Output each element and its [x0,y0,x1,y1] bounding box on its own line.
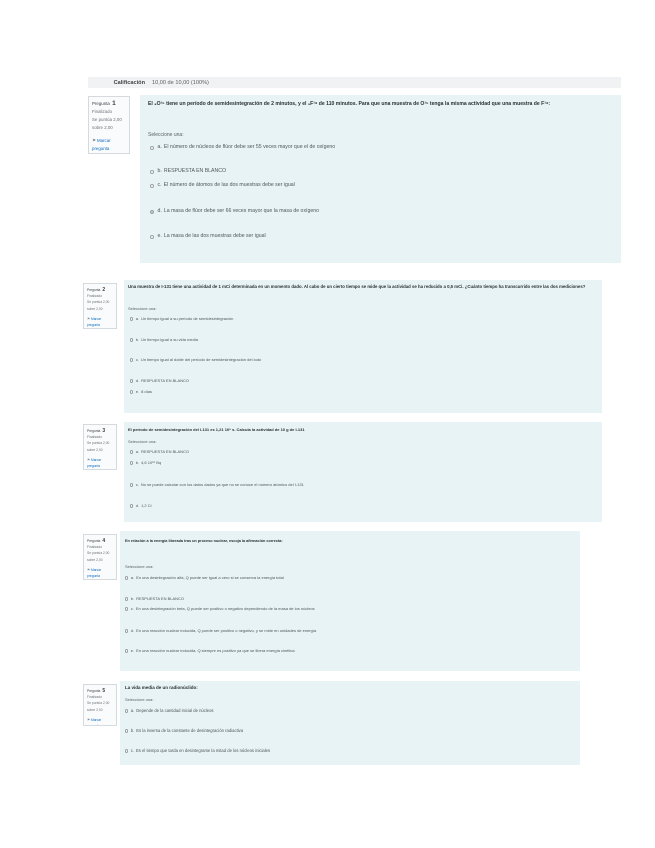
option-letter: e. [157,233,162,240]
question-grade: Se puntúa 2,00 sobre 2,00 [87,441,110,452]
radio-button[interactable] [150,210,154,214]
option-text: 8 días [141,389,152,395]
flag-question-link[interactable] [92,137,126,153]
radio-button[interactable] [125,729,128,732]
question-label: Pregunta [87,689,101,693]
option-letter: d. [135,503,140,509]
answer-prompt: Seleccione una: [148,131,184,138]
radio-button[interactable] [130,390,133,393]
question-text: Una muestra de I-131 tiene una actividad de 1 mCi determinada en un momento dado. Al cabo de un cierto tiempo se mide que la actividad se ha reducido a 0,5 mCi. ¿Cuánto tiempo ha transcurrido entre las dos mediciones? [128,283,586,289]
flag-question-label: Marcar pregunta [87,717,102,726]
radio-button[interactable] [125,709,128,712]
question-state: Finalizado [87,545,103,550]
question-label: Pregunta [87,429,101,433]
flag-question-link[interactable] [87,457,113,469]
option-text: 4,6 10¹⁶ Bq [141,460,162,466]
question-grade: Se puntúa 2,00 sobre 2,00 [92,117,122,130]
option-letter: a. [130,575,135,581]
question-state: Finalizado [87,695,103,700]
answer-option[interactable] [150,233,266,240]
option-text: En una desintegración beta, Q puede ser positivo o negativo dependiendo de la masa de los núcleos [135,606,315,612]
answer-prompt: Seleccione una: [128,439,157,445]
option-text: Es la inversa de la constante de desintegración radiactiva [136,728,244,734]
option-text: Un tiempo igual a su vida media [141,337,198,343]
question-grade: Se puntúa 2,00 sobre 2,00 [87,551,110,562]
question-label: Pregunta [87,288,101,292]
answer-option[interactable] [125,708,214,714]
option-letter: a. [130,708,135,714]
option-text: La masa de las dos muestras debe ser igual [163,233,266,240]
question-info-panel [83,283,117,329]
flag-question-label: Marcar pregunta [87,316,102,327]
option-letter: b. [130,728,135,734]
radio-button[interactable] [130,504,133,507]
answer-option[interactable] [125,575,284,581]
answer-option[interactable] [150,208,319,215]
answer-option[interactable] [125,728,243,734]
radio-button[interactable] [125,749,128,752]
option-letter: a. [135,449,140,455]
radio-button[interactable] [130,317,133,320]
option-text: RESPUESTA EN BLANCO [163,168,227,175]
radio-button[interactable] [125,607,128,610]
flag-question-label: Marcar pregunta [92,137,111,151]
radio-button[interactable] [130,358,133,361]
question-state: Finalizado [87,294,103,299]
option-letter: c. [135,482,139,488]
question-content [124,280,602,413]
option-text: El número de átomos de las dos muestras debe ser igual [163,182,295,189]
option-text: En una reacción nuclear inducida, Q siempre es positivo ya que se libera energía cinética [136,648,295,654]
option-text: El número de núcleos de flúor debe ser 55 veces mayor que el de oxígeno [163,144,336,151]
flag-question-link[interactable] [87,717,113,726]
flag-question-label: Marcar pregunta [87,457,102,468]
option-letter: c. [130,606,134,612]
option-letter: b. [135,337,140,343]
question-info-panel [83,424,117,470]
answer-prompt: Seleccione una: [128,306,157,312]
question-content [140,95,621,263]
question-number-value: 2 [102,287,106,293]
option-letter: e. [130,648,135,654]
option-text: Un tiempo igual al doble del período de semidesintegración del iodo [140,357,262,363]
question-grade: Se puntúa 2,00 sobre 2,00 [87,701,110,712]
question-text: En relación a la energía liberada tras un proceso nuclear, escoja la afirmación correcta: [125,539,283,544]
option-text: 1,2 Ci [141,503,152,509]
flag-question-label: Marcar pregunta [87,567,102,578]
question-number-value: 1 [112,100,116,107]
flag-question-link[interactable] [87,567,113,579]
radio-button[interactable] [150,146,154,150]
question-label: Pregunta [87,539,101,543]
radio-button[interactable] [150,235,154,239]
option-letter: b. [157,168,162,175]
radio-button[interactable] [130,450,133,453]
answer-option[interactable] [125,596,184,602]
answer-option[interactable] [130,337,198,343]
question-number [92,100,126,108]
option-letter: a. [157,144,162,151]
answer-option[interactable] [130,316,233,322]
radio-button[interactable] [130,338,133,341]
question-state: Finalizado [87,435,103,440]
radio-button[interactable] [125,649,128,652]
radio-button[interactable] [130,461,133,464]
option-letter: b. [135,460,140,466]
grade-label: Calificación [113,79,145,86]
radio-button[interactable] [130,379,133,382]
option-text: RESPUESTA EN BLANCO [141,378,190,384]
radio-button[interactable] [125,629,128,632]
question-text: El ₈O¹⁵ tiene un período de semidesintegración de 2 minutos, y el ₉F¹⁸ de 110 minutos. Para que una muestra de O¹⁵ tenga la misma actividad que una muestra de F¹⁸: [148,101,551,108]
option-text: Depende de la cantidad inicial de núcleos [136,708,214,714]
question-info-panel [83,534,117,580]
option-letter: d. [135,378,140,384]
answer-option[interactable] [130,460,161,466]
option-letter: b. [130,596,135,602]
question-grade: Se puntúa 2,00 sobre 2,00 [87,300,110,311]
option-text: Es el tiempo que tarda en desintegrarse la mitad de los núcleos iniciales [136,748,271,754]
question-content [124,422,602,522]
question-content [120,531,580,671]
answer-option[interactable] [150,144,335,151]
option-text: No se puede calcular con los datos dados ya que no se conoce el número atómico del I-131 [140,482,304,488]
answer-option[interactable] [150,168,226,175]
radio-button[interactable] [150,170,154,174]
option-letter: c. [130,748,134,754]
option-text: RESPUESTA EN BLANCO [141,449,190,455]
answer-option[interactable] [125,628,316,634]
radio-button[interactable] [125,597,128,600]
question-content [120,681,580,765]
option-text: La masa de flúor debe ser 66 veces mayor que la masa de oxígeno [163,208,320,215]
radio-button[interactable] [150,184,154,188]
question-info-panel [83,684,117,726]
answer-option[interactable] [150,182,295,189]
answer-prompt: Seleccione una: [125,697,154,703]
flag-question-link[interactable] [87,316,113,328]
option-letter: a. [135,316,140,322]
option-text: Un tiempo igual a su período de semidesintegración [141,316,234,322]
question-state: Finalizado [92,109,113,114]
grade-summary [88,77,621,88]
option-text: En una desintegración alfa, Q puede ser igual a cero si se conserva la energía total [136,575,284,581]
radio-button[interactable] [125,576,128,579]
answer-prompt: Seleccione una: [125,564,154,570]
answer-option[interactable] [130,357,261,363]
option-text: En una reacción nuclear inducida, Q puede ser positivo o negativo, y se mide en unidades de energía [136,628,317,634]
answer-option[interactable] [125,648,295,654]
question-number-value: 4 [102,538,106,544]
question-number-value: 5 [102,688,106,694]
question-text: El período de semidesintegración del I-131 es 1,21 10⁶ s. Calcula la actividad de 10 g de I-131 [128,427,305,432]
grade-value: 10,00 de 10,00 (100%) [152,79,209,86]
radio-button[interactable] [130,483,133,486]
answer-option[interactable] [130,503,152,509]
option-letter: e. [135,389,140,395]
answer-option[interactable] [130,378,189,384]
option-letter: d. [157,208,162,215]
option-letter: d. [130,628,135,634]
answer-option[interactable] [130,389,152,395]
question-info-panel [88,96,130,154]
question-label: Pregunta [92,101,110,106]
answer-option[interactable] [125,606,315,612]
option-letter: c. [157,182,162,189]
answer-option[interactable] [125,748,270,754]
question-text: La vida media de un radionúclido: [125,684,198,690]
question-number-value: 3 [102,428,106,434]
option-text: RESPUESTA EN BLANCO [136,596,185,602]
answer-option[interactable] [130,449,189,455]
answer-option[interactable] [130,482,304,488]
option-letter: c. [135,357,139,363]
